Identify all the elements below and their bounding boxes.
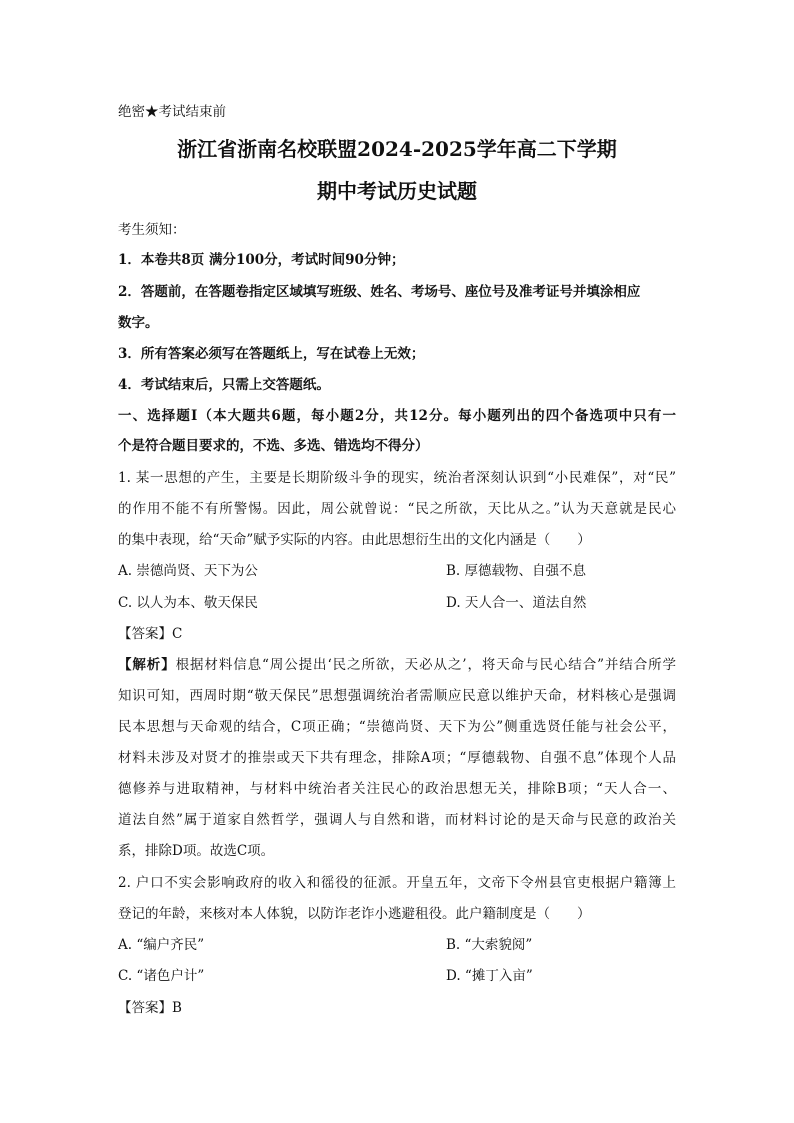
section-heading-line1: 一、选择题Ⅰ（本大题共6题，每小题2分，共12分。每小题列出的四个备选项中只有一 [118,408,676,424]
q1-analysis-text-1: 根据材料信息“周公提出‘民之所欲，天必从之’，将天命与民心结合”并结合所学 [175,657,676,673]
q1-analysis-line7: 系，排除D项。故选C项。 [118,843,275,859]
notice-item-4: 4．考试结束后，只需上交答题纸。 [118,377,330,393]
notice-item-2-cont: 数字。 [118,315,159,331]
q1-option-a: A. 崇德尚贤、天下为公 [118,563,258,579]
confidential-label: 绝密★考试结束前 [118,104,226,120]
q1-stem-line3: 的集中表现，给“天命”赋予实际的内容。由此思想衍生出的文化内涵是（ ） [118,532,591,548]
notice-item-1: 1．本卷共8页 满分100分，考试时间90分钟； [118,252,405,268]
q1-analysis-line1 [118,655,676,675]
q2-option-d: D. “摊丁入亩” [446,968,533,984]
q2-answer: 【答案】B [118,1000,182,1016]
q1-analysis-label: 【解析】 [118,657,176,673]
exam-title-line1: 浙江省浙南名校联盟2024-2025学年高二下学期 [177,137,617,161]
q2-option-c: C. “诸色户计” [118,968,205,984]
q1-answer: 【答案】C [118,626,183,642]
q2-stem-line2: 登记的年龄，来核对本人体貌，以防诈老诈小逃避租役。此户籍制度是（ ） [118,906,591,922]
q1-option-b: B. 厚德载物、自强不息 [446,563,587,579]
section-heading-line2: 个是符合题目要求的，不选、多选、错选均不得分） [118,438,429,454]
q1-analysis-line4: 材料未涉及对贤才的推崇或天下共有理念，排除A项；“厚德载物、自强不息”体现个人品 [118,750,676,766]
notice-item-2: 2．答题前，在答题卷指定区域填写班级、姓名、考场号、座位号及准考证号并填涂相应 [118,284,641,300]
q1-analysis-line5: 德修养与进取精神，与材料中统治者关注民心的政治思想无关，排除B项；“天人合一、 [118,781,676,797]
notice-heading: 考生须知： [118,222,186,238]
q1-analysis-line2: 知识可知，西周时期“敬天保民”思想强调统治者需顺应民意以维护天命，材料核心是强调 [118,688,676,704]
q1-option-c: C. 以人为本、敬天保民 [118,595,258,611]
q2-option-b: B. “大索貌阅” [446,937,533,953]
q1-analysis-line3: 民本思想与天命观的结合，C项正确；“崇德尚贤、天下为公”侧重选贤任能与社会公平， [118,719,676,735]
q1-stem-line1: 1. 某一思想的产生，主要是长期阶级斗争的现实，统治者深刻认识到“小民难保”，对“民” [118,470,676,486]
q1-stem-line2: 的作用不能不有所警惕。因此，周公就曾说：“民之所欲，天比从之。”认为天意就是民心 [118,501,676,517]
q1-analysis-line6: 道法自然”属于道家自然哲学，强调人与自然和谐，而材料讨论的是天命与民意的政治关 [118,812,676,828]
q1-option-d: D. 天人合一、道法自然 [446,595,587,611]
q2-option-a: A. “编户齐民” [118,937,205,953]
q2-stem-line1: 2. 户口不实会影响政府的收入和徭役的征派。开皇五年，文帝下令州县官吏根据户籍簿上 [118,875,676,891]
notice-item-3: 3．所有答案必须写在答题纸上，写在试卷上无效； [118,346,425,362]
exam-title-line2: 期中考试历史试题 [317,179,477,203]
